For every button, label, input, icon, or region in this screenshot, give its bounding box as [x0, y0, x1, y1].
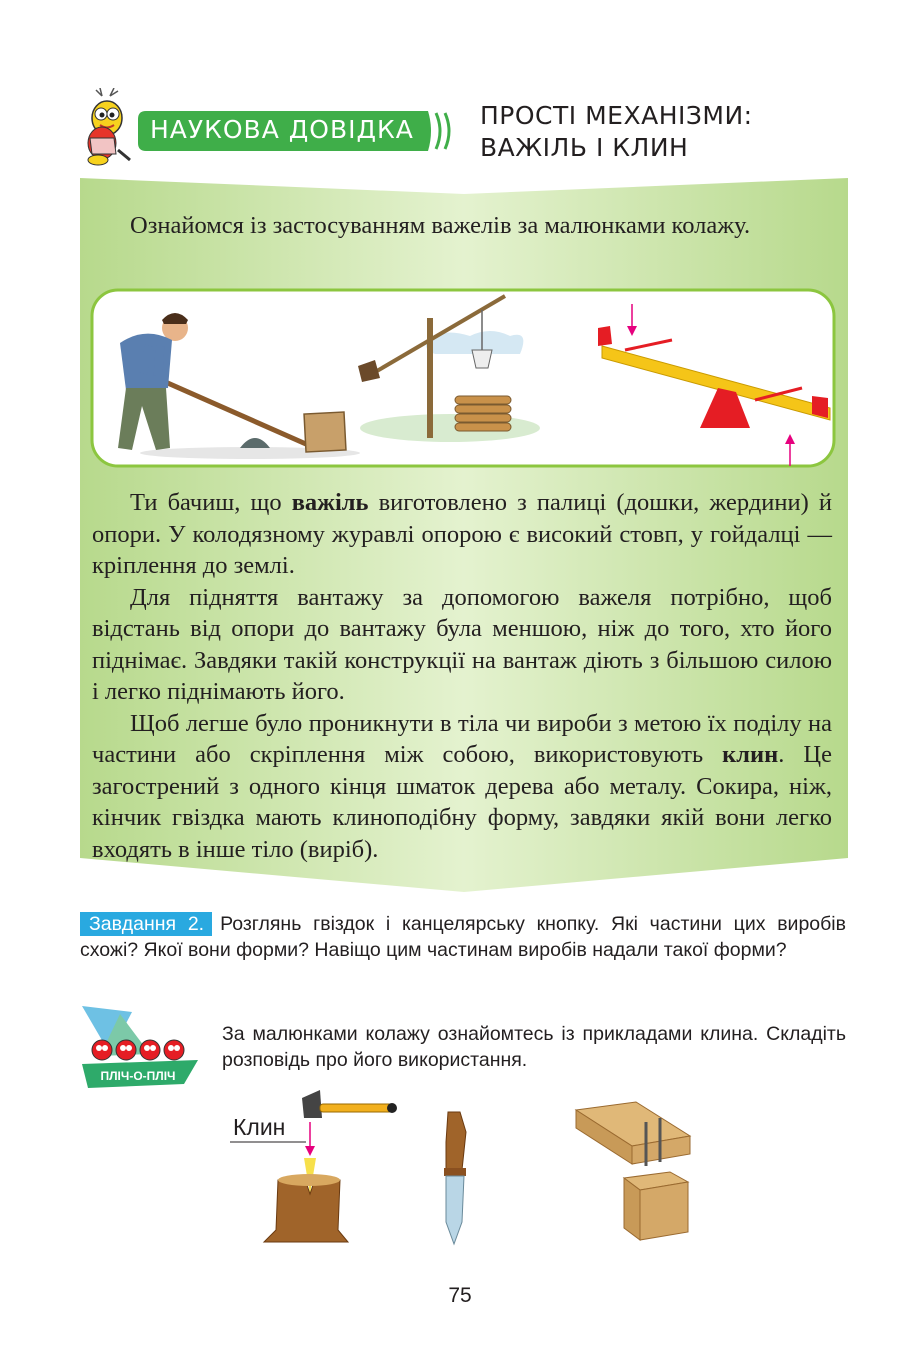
- lifting-paragraph: Для підняття вантажу за допомогою важеля потрібно, щоб відстань від опори до вантажу була меншою, ніж до того, хто його піднімає. Завдяки такій конструкції на вантаж діють з більшою силою і легко піднімають його.: [92, 583, 832, 705]
- term-wedge: клин: [722, 741, 779, 768]
- page-number: 75: [448, 1284, 472, 1307]
- lever-collage: [90, 288, 836, 468]
- pair-work-text: За малюнками колажу ознайомтесь із прикладами клина. Складіть розповідь про його використання.: [222, 1023, 846, 1071]
- task-text: Розглянь гвіздок і канцелярську кнопку. Які частини цих виробів схожі? Якої вони форми? Навіщо цим частинам виробів надали такої форми?: [80, 913, 847, 961]
- topic-title: ПРОСТІ МЕХАНІЗМИ: ВАЖІЛЬ І КЛИН: [480, 101, 753, 162]
- intro-paragraph: Ознайомся із застосуванням важелів за малюнками колажу.: [130, 212, 751, 239]
- wedge-examples-illustration: [220, 1082, 700, 1252]
- task-2: [80, 911, 846, 963]
- text-run: виготовлено з палиці (дошки, жердини) й опори. У колодязному журавлі опорою є високий стовп, у гойдалці — кріплення до землі.: [92, 489, 832, 579]
- wedge-paragraph: [92, 708, 832, 866]
- knife-drawing: [444, 1112, 466, 1244]
- nailed-boards-drawing: [576, 1102, 690, 1240]
- panel-body-text: [92, 487, 832, 865]
- bookworm-mascot-icon: [80, 88, 140, 168]
- wedge-label: Клин: [233, 1114, 286, 1140]
- pair-work-icon: [80, 1004, 202, 1096]
- lever-paragraph: [92, 487, 832, 582]
- term-lever: важіль: [291, 489, 369, 516]
- pair-work-label: ПЛІЧ-О-ПЛІЧ: [100, 1069, 176, 1083]
- text-run: . Це загострений з одного кінця шматок дерева або металу. Сокира, ніж, кінчик гвіздка мають клиноподібну форму, завдяки якій вони легко входять в інше тіло (виріб).: [92, 741, 832, 863]
- banner-label: НАУКОВА ДОВІДКА: [150, 115, 414, 144]
- text-run: Щоб легше було проникнути в тіла чи вироби з метою їх поділу на частини або скріплення між собою, використовують: [92, 709, 832, 768]
- text-run: Ти бачиш, що: [130, 489, 292, 516]
- task-badge: Завдання 2.: [80, 912, 212, 936]
